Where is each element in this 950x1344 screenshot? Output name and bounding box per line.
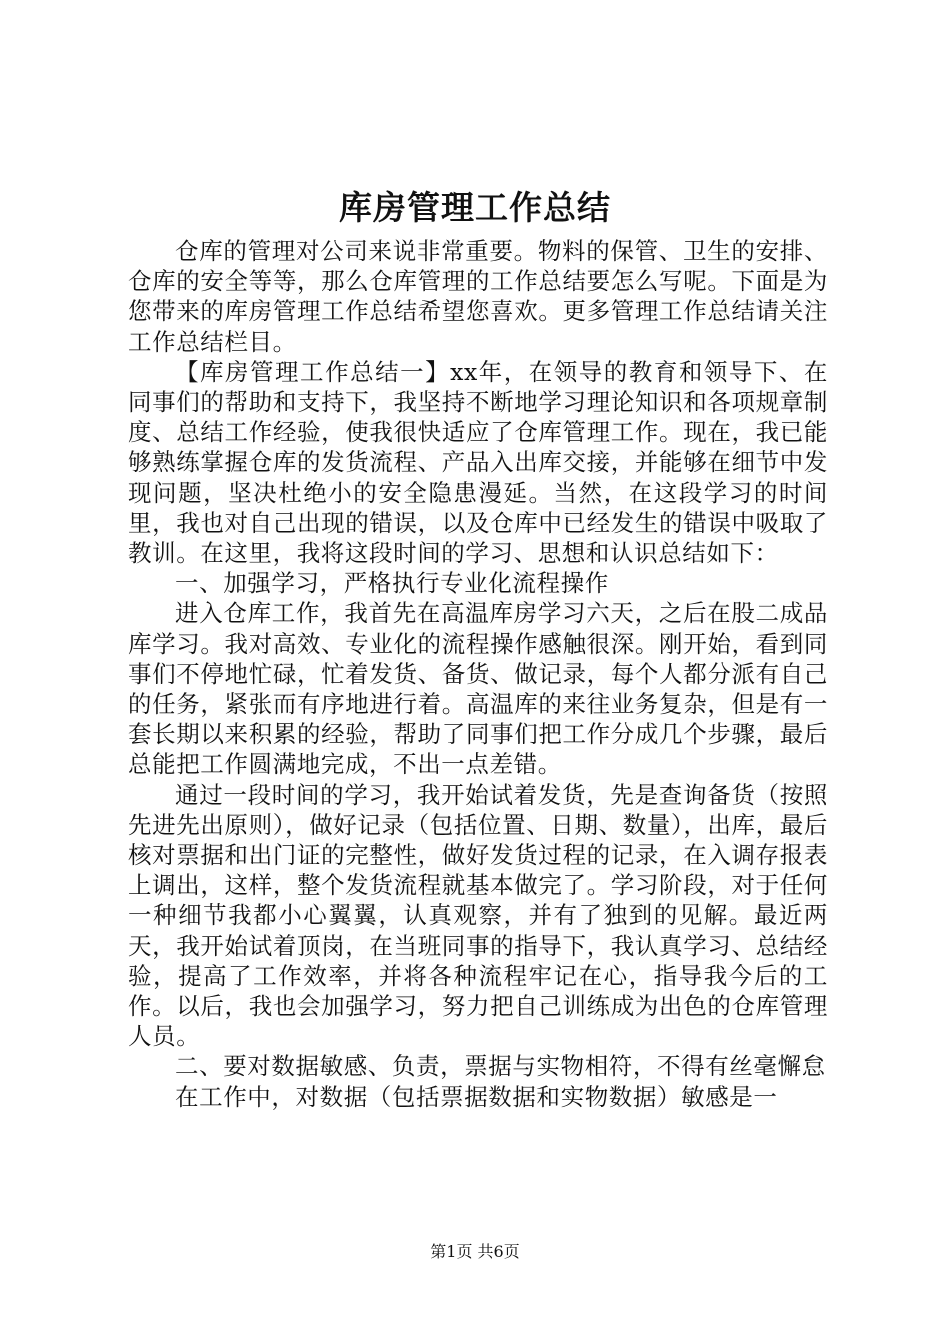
section-heading-1: 一、加强学习，严格执行专业化流程操作	[175, 569, 609, 598]
body-paragraph: 通过一段时间的学习，我开始试着发货，先是查询备货（按照先进先出原则），做好记录（包括位置、日期、数量），出库，最后核对票据和出门证的完整性，做好发货过程的记录，在入调存报表上调出，这样，整个发货流程就基本做完了。学习阶段，对于任何一种细节我都小心翼翼，认真观察，并有了独到的见解。最近两天，我开始试着顶岗，在当班同事的指导下，我认真学习、总结经验，提高了工作效率，并将各种流程牢记在心，指导我今后的工作。以后，我也会加强学习，努力把自己训练成为出色的仓库管理人员。	[128, 780, 828, 1051]
document-title: 库房管理工作总结	[339, 188, 611, 227]
intro-paragraph: 仓库的管理对公司来说非常重要。物料的保管、卫生的安排、仓库的安全等等，那么仓库管理的工作总结要怎么写呢。下面是为您带来的库房管理工作总结希望您喜欢。更多管理工作总结请关注工作总结栏目。	[128, 237, 828, 356]
summary-one-paragraph: 【库房管理工作总结一】xx年，在领导的教育和领导下、在同事们的帮助和支持下，我坚持不断地学习理论知识和各项规章制度、总结工作经验，使我很快适应了仓库管理工作。现在，我已能够熟练掌握仓库的发货流程、产品入出库交接，并能够在细节中发现问题，坚决杜绝小的安全隐患漫延。当然，在这段学习的时间里，我也对自己出现的错误，以及仓库中已经发生的错误中吸取了教训。在这里，我将这段时间的学习、思想和认识总结如下：	[128, 357, 828, 568]
body-paragraph: 在工作中，对数据（包括票据数据和实物数据）敏感是一	[175, 1082, 778, 1111]
document-body	[128, 236, 828, 1112]
section-heading-2: 二、要对数据敏感、负责，票据与实物相符，不得有丝毫懈怠	[175, 1052, 826, 1081]
page-footer: 第1页 共6页	[430, 1242, 520, 1261]
body-paragraph: 进入仓库工作，我首先在高温库房学习六天，之后在股二成品库学习。我对高效、专业化的流程操作感触很深。刚开始，看到同事们不停地忙碌，忙着发货、备货、做记录，每个人都分派有自己的任务，紧张而有序地进行着。高温库的来往业务复杂，但是有一套长期以来积累的经验，帮助了同事们把工作分成几个步骤，最后总能把工作圆满地完成，不出一点差错。	[128, 599, 828, 779]
